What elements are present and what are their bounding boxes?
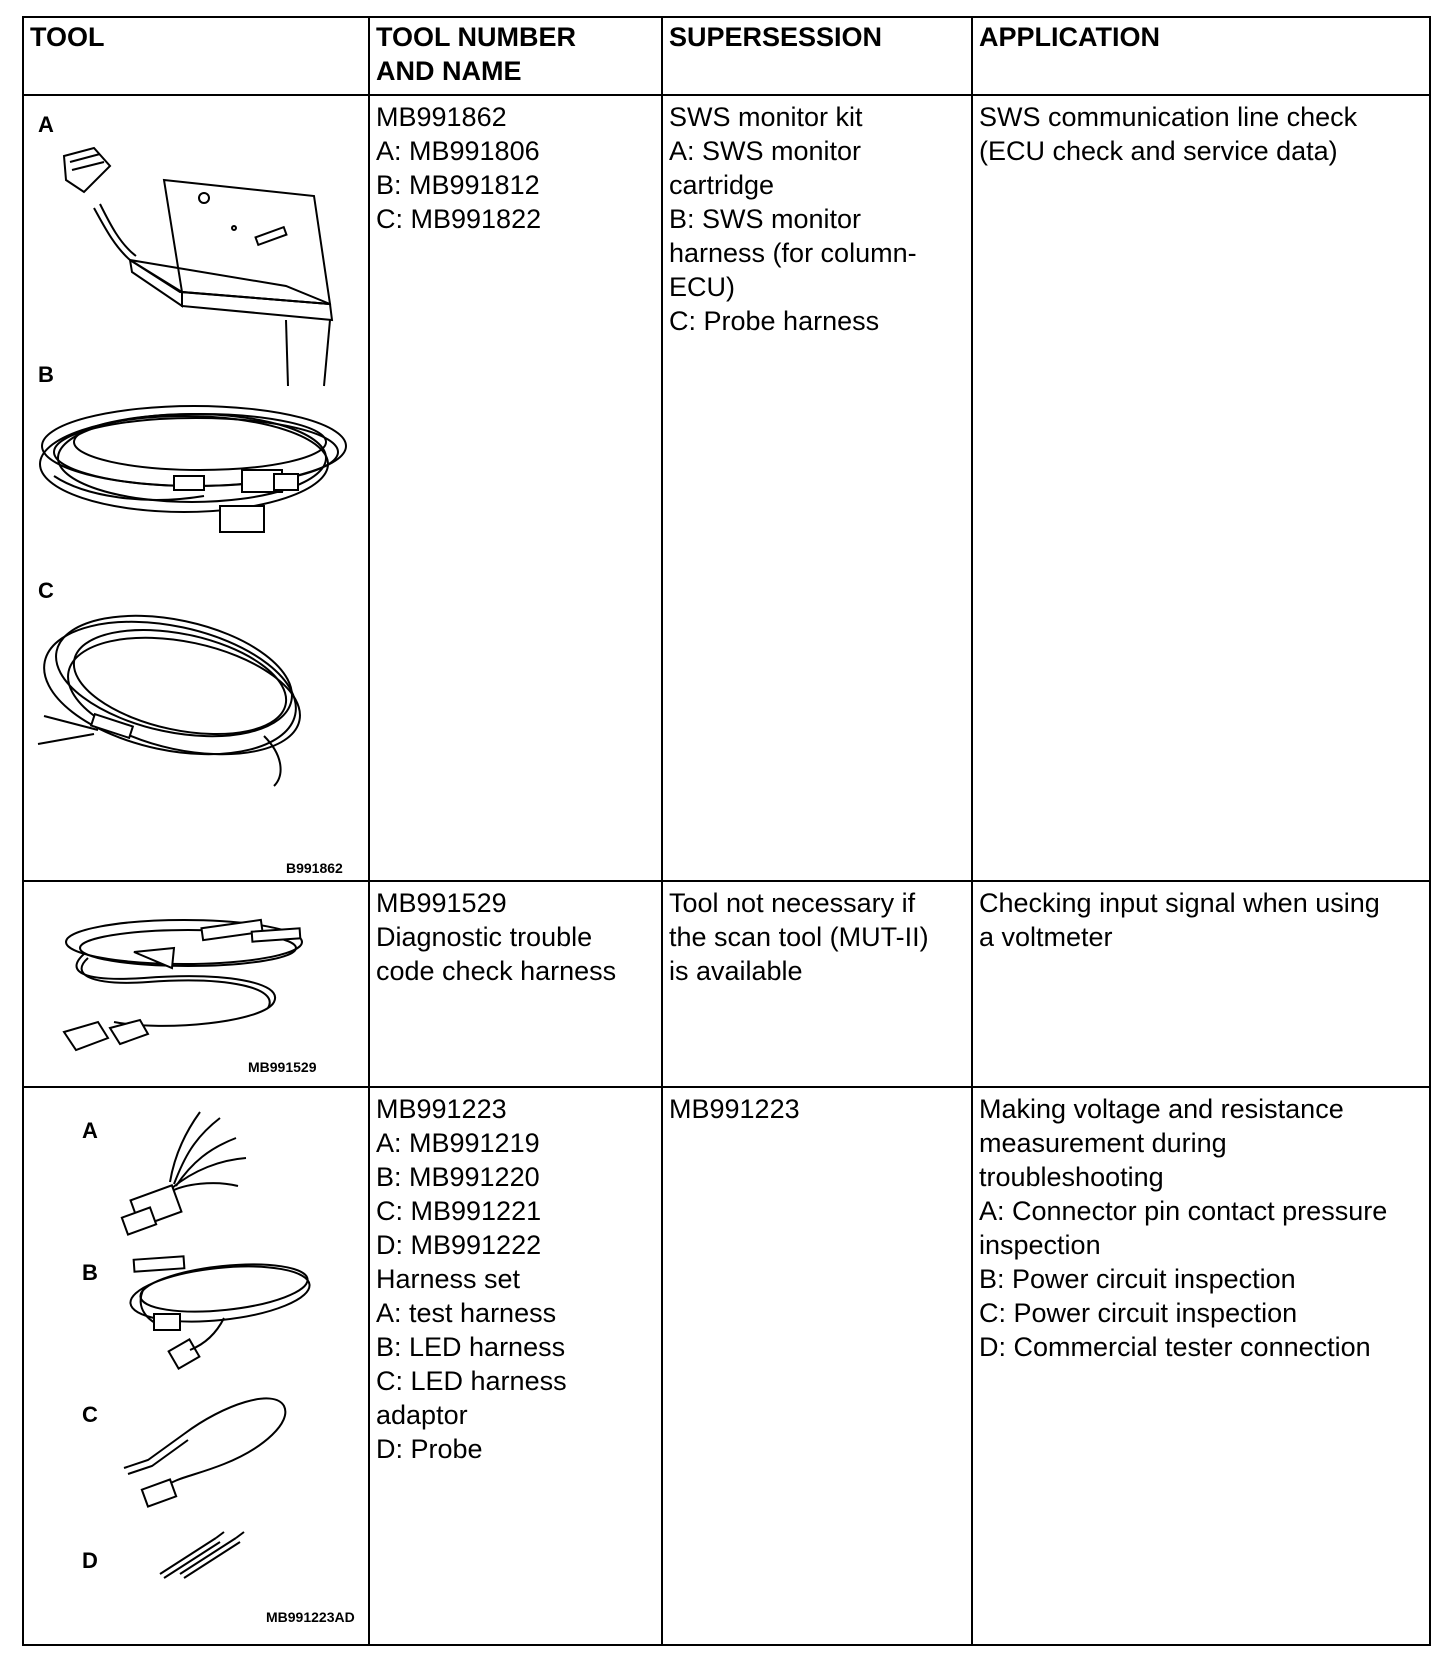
- supersession-line: B: SWS monitor: [669, 204, 862, 234]
- application-cell: [972, 95, 1430, 881]
- header-tool-number: [369, 17, 662, 95]
- application-line: a voltmeter: [979, 922, 1113, 952]
- application-line: D: Commercial tester connection: [979, 1332, 1371, 1362]
- application-line: inspection: [979, 1230, 1101, 1260]
- application-line: Making voltage and resistance: [979, 1094, 1344, 1124]
- header-application: APPLICATION: [972, 17, 1430, 95]
- tool-number-line: D: MB991222: [376, 1230, 542, 1260]
- tool-illustration-harness-set: [24, 1088, 368, 1644]
- tool-illustration-dtc-harness: [24, 882, 368, 1086]
- sws-kit-drawing: [24, 96, 368, 872]
- led-harness-icon: [128, 1256, 312, 1368]
- tool-number-line: D: Probe: [376, 1434, 483, 1464]
- image-code: B991862: [286, 860, 343, 876]
- image-code: MB991223AD: [266, 1609, 355, 1625]
- application-line: measurement during: [979, 1128, 1227, 1158]
- tool-number-line: code check harness: [376, 956, 617, 986]
- supersession-line: Tool not necessary if: [669, 888, 916, 918]
- check-harness-icon: [64, 920, 302, 1050]
- supersession-line: A: SWS monitor: [669, 136, 862, 166]
- tool-table-wrapper: [22, 16, 1431, 1646]
- header-tool: TOOL: [23, 17, 369, 95]
- probe-icon: [160, 1532, 244, 1578]
- header-row: [23, 17, 1430, 95]
- application-line: Checking input signal when using: [979, 888, 1380, 918]
- supersession-cell: [662, 881, 972, 1087]
- monitor-harness-icon: [40, 406, 346, 532]
- application-line: (ECU check and service data): [979, 136, 1338, 166]
- tool-number-line: MB991862: [376, 102, 507, 132]
- application-line: B: Power circuit inspection: [979, 1264, 1296, 1294]
- application-line: A: Connector pin contact pressure: [979, 1196, 1388, 1226]
- application-cell: [972, 1087, 1430, 1645]
- image-letter-a: A: [82, 1118, 98, 1143]
- table-row: [23, 95, 1430, 881]
- tool-number-cell: [369, 1087, 662, 1645]
- tool-number-line: C: LED harness: [376, 1366, 567, 1396]
- header-supersession: SUPERSESSION: [662, 17, 972, 95]
- image-letter-b: B: [82, 1260, 98, 1285]
- tool-number-line: Harness set: [376, 1264, 521, 1294]
- tool-illustration-sws-kit: [24, 96, 368, 880]
- image-letter-d: D: [82, 1548, 98, 1573]
- supersession-line: C: Probe harness: [669, 306, 880, 336]
- table-row: [23, 881, 1430, 1087]
- image-letter-c: C: [38, 578, 54, 603]
- application-line: C: Power circuit inspection: [979, 1298, 1298, 1328]
- tool-number-line: A: MB991219: [376, 1128, 540, 1158]
- tool-image-cell: [23, 95, 369, 881]
- tool-number-line: A: test harness: [376, 1298, 557, 1328]
- probe-harness-icon: [32, 596, 311, 786]
- tool-number-line: Diagnostic trouble: [376, 922, 593, 952]
- application-line: troubleshooting: [979, 1162, 1164, 1192]
- image-letter-b: B: [38, 362, 54, 387]
- tool-image-cell: [23, 1087, 369, 1645]
- tool-number-line: adaptor: [376, 1400, 468, 1430]
- tool-number-line: B: MB991812: [376, 170, 540, 200]
- tool-number-line: MB991529: [376, 888, 507, 918]
- image-code: MB991529: [248, 1059, 317, 1075]
- tool-number-cell: [369, 881, 662, 1087]
- tool-number-line: MB991223: [376, 1094, 507, 1124]
- led-adaptor-icon: [124, 1398, 285, 1506]
- supersession-cell: [662, 1087, 972, 1645]
- image-letter-a: A: [38, 112, 54, 137]
- supersession-line: cartridge: [669, 170, 775, 200]
- dtc-harness-drawing: [24, 882, 368, 1078]
- supersession-line: MB991223: [669, 1094, 800, 1124]
- tool-image-cell: [23, 881, 369, 1087]
- tool-number-line: C: MB991822: [376, 204, 542, 234]
- application-cell: [972, 881, 1430, 1087]
- special-tools-table: [22, 16, 1431, 1646]
- tool-number-line: C: MB991221: [376, 1196, 542, 1226]
- tool-number-line: B: LED harness: [376, 1332, 566, 1362]
- header-tool-number-line1: TOOL NUMBER: [376, 22, 577, 52]
- supersession-line: is available: [669, 956, 803, 986]
- tool-number-line: A: MB991806: [376, 136, 540, 166]
- supersession-line: SWS monitor kit: [669, 102, 863, 132]
- tool-number-line: B: MB991220: [376, 1162, 540, 1192]
- supersession-line: harness (for column-: [669, 238, 917, 268]
- supersession-line: ECU): [669, 272, 735, 302]
- supersession-line: the scan tool (MUT-II): [669, 922, 929, 952]
- image-letter-c: C: [82, 1402, 98, 1427]
- supersession-cell: [662, 95, 972, 881]
- monitor-cartridge-icon: [64, 148, 332, 386]
- table-row: [23, 1087, 1430, 1645]
- harness-set-drawing: [24, 1088, 368, 1636]
- application-line: SWS communication line check: [979, 102, 1358, 132]
- header-tool-number-line2: AND NAME: [376, 56, 522, 86]
- test-harness-icon: [122, 1112, 246, 1235]
- tool-number-cell: [369, 95, 662, 881]
